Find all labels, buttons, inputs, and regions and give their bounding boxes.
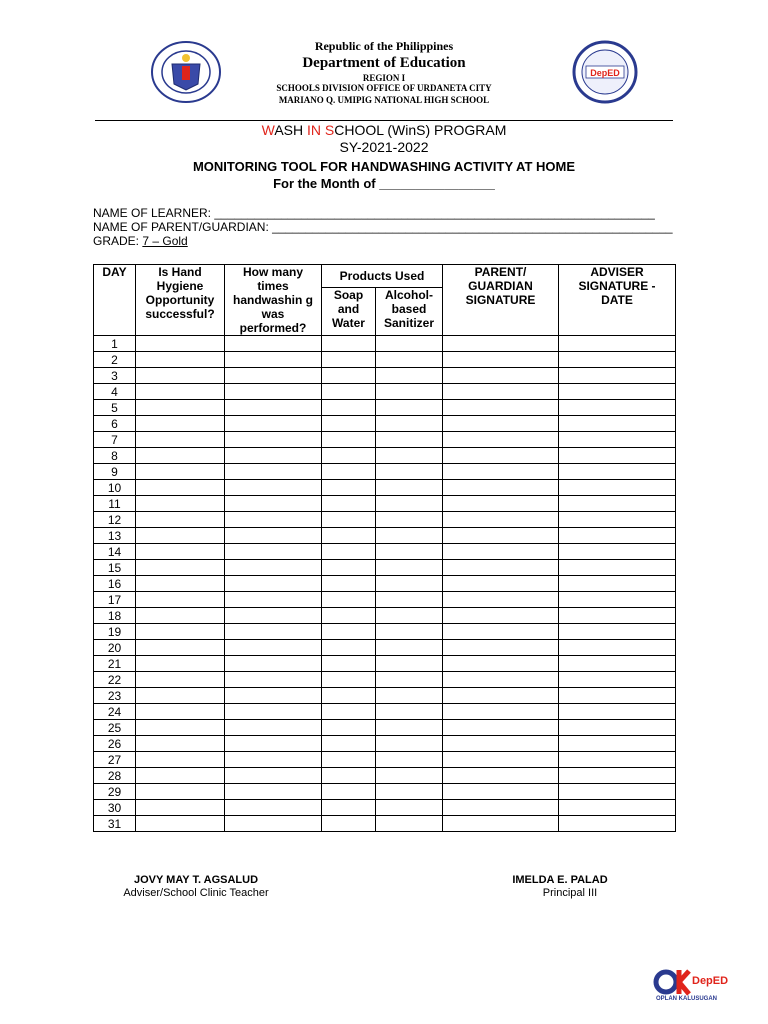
day-row (94, 688, 676, 704)
header-divider (95, 120, 673, 121)
soap-cell[interactable] (322, 496, 376, 512)
adviser-signature-cell[interactable] (559, 432, 676, 448)
times-cell[interactable] (225, 544, 322, 560)
monitoring-tool-title: MONITORING TOOL FOR HANDWASHING ACTIVITY AT HOME (192, 159, 576, 174)
republic-line: Republic of the Philippines (314, 39, 454, 53)
times-cell[interactable] (225, 592, 322, 608)
hygiene-cell[interactable] (136, 384, 225, 400)
day-number: 17 (94, 592, 136, 608)
day-row (94, 432, 676, 448)
soap-cell[interactable] (322, 576, 376, 592)
parent-signature-cell[interactable] (443, 464, 559, 480)
day-number: 13 (94, 528, 136, 544)
day-row (94, 464, 676, 480)
hygiene-cell[interactable] (136, 496, 225, 512)
school-seal-right-icon (572, 40, 638, 104)
times-cell[interactable] (225, 608, 322, 624)
soap-cell[interactable] (322, 672, 376, 688)
day-number: 7 (94, 432, 136, 448)
day-row (94, 656, 676, 672)
soap-cell[interactable] (322, 736, 376, 752)
times-cell[interactable] (225, 512, 322, 528)
day-row (94, 352, 676, 368)
soap-cell[interactable] (322, 528, 376, 544)
adviser-signature-cell[interactable] (559, 352, 676, 368)
times-cell[interactable] (225, 480, 322, 496)
times-cell[interactable] (225, 784, 322, 800)
day-number: 24 (94, 704, 136, 720)
adviser-signature-cell[interactable] (559, 608, 676, 624)
parent-signature-cell[interactable] (443, 544, 559, 560)
adviser-signature-cell[interactable] (559, 448, 676, 464)
times-cell[interactable] (225, 672, 322, 688)
times-cell[interactable] (225, 576, 322, 592)
guardian-field[interactable] (93, 220, 675, 234)
learner-field[interactable] (93, 206, 675, 220)
adviser-signature-cell[interactable] (559, 640, 676, 656)
adviser-signature-cell[interactable] (559, 768, 676, 784)
program-title-ash: ASH (274, 122, 307, 138)
header-soap: Soap and Water (322, 287, 376, 335)
adviser-signature-cell[interactable] (559, 592, 676, 608)
alcohol-cell[interactable] (376, 448, 443, 464)
adviser-signature-cell[interactable] (559, 704, 676, 720)
times-cell[interactable] (225, 560, 322, 576)
hygiene-cell[interactable] (136, 464, 225, 480)
adviser-signature-cell[interactable] (559, 528, 676, 544)
hygiene-cell[interactable] (136, 480, 225, 496)
day-number: 9 (94, 464, 136, 480)
adviser-role: Adviser/School Clinic Teacher (123, 887, 269, 899)
day-number: 6 (94, 416, 136, 432)
day-row (94, 512, 676, 528)
adviser-signature-cell[interactable] (559, 672, 676, 688)
day-number: 27 (94, 752, 136, 768)
principal-role: Principal III (542, 887, 598, 899)
day-row (94, 416, 676, 432)
alcohol-cell[interactable] (376, 720, 443, 736)
alcohol-cell[interactable] (376, 560, 443, 576)
times-cell[interactable] (225, 400, 322, 416)
department-title: Department of Education (302, 55, 466, 71)
hygiene-cell[interactable] (136, 368, 225, 384)
day-row (94, 784, 676, 800)
day-row (94, 752, 676, 768)
alcohol-cell[interactable] (376, 624, 443, 640)
adviser-signature-cell[interactable] (559, 384, 676, 400)
soap-cell[interactable] (322, 640, 376, 656)
soap-cell[interactable] (322, 656, 376, 672)
times-cell[interactable] (225, 640, 322, 656)
parent-signature-cell[interactable] (443, 816, 559, 832)
soap-cell[interactable] (322, 368, 376, 384)
division-line: SCHOOLS DIVISION OFFICE OF URDANETA CITY (276, 83, 492, 93)
alcohol-cell[interactable] (376, 416, 443, 432)
day-row (94, 592, 676, 608)
soap-cell[interactable] (322, 448, 376, 464)
alcohol-cell[interactable] (376, 752, 443, 768)
parent-signature-cell[interactable] (443, 416, 559, 432)
times-cell[interactable] (225, 624, 322, 640)
soap-cell[interactable] (322, 544, 376, 560)
times-cell[interactable] (225, 704, 322, 720)
adviser-signature-cell[interactable] (559, 416, 676, 432)
header-products: Products Used (322, 265, 443, 288)
parent-signature-cell[interactable] (443, 528, 559, 544)
alcohol-cell[interactable] (376, 400, 443, 416)
soap-cell[interactable] (322, 816, 376, 832)
alcohol-cell[interactable] (376, 704, 443, 720)
day-number: 23 (94, 688, 136, 704)
day-row (94, 800, 676, 816)
principal-name: IMELDA E. PALAD (512, 874, 608, 886)
hygiene-cell[interactable] (136, 720, 225, 736)
guardian-value[interactable]: ____________________________________________________________ (272, 220, 673, 234)
hygiene-cell[interactable] (136, 704, 225, 720)
soap-cell[interactable] (322, 688, 376, 704)
program-title (134, 122, 634, 138)
day-number: 20 (94, 640, 136, 656)
day-number: 5 (94, 400, 136, 416)
alcohol-cell[interactable] (376, 528, 443, 544)
soap-cell[interactable] (322, 432, 376, 448)
hygiene-cell[interactable] (136, 800, 225, 816)
parent-signature-cell[interactable] (443, 608, 559, 624)
hygiene-cell[interactable] (136, 592, 225, 608)
parent-signature-cell[interactable] (443, 624, 559, 640)
day-number: 8 (94, 448, 136, 464)
parent-signature-cell[interactable] (443, 656, 559, 672)
parent-signature-cell[interactable] (443, 560, 559, 576)
hygiene-cell[interactable] (136, 816, 225, 832)
times-cell[interactable] (225, 528, 322, 544)
day-number: 14 (94, 544, 136, 560)
day-row (94, 528, 676, 544)
oplan-kalusugan-logo (652, 962, 742, 1002)
soap-cell[interactable] (322, 336, 376, 352)
day-number: 11 (94, 496, 136, 512)
grade-label: GRADE: (93, 234, 140, 248)
day-row (94, 576, 676, 592)
header-day: DAY (94, 265, 136, 336)
hygiene-cell[interactable] (136, 688, 225, 704)
learner-value[interactable]: __________________________________________________________________ (214, 206, 655, 220)
day-number: 25 (94, 720, 136, 736)
school-seal-right (572, 40, 638, 104)
hygiene-cell[interactable] (136, 416, 225, 432)
day-number: 18 (94, 608, 136, 624)
parent-signature-cell[interactable] (443, 400, 559, 416)
parent-signature-cell[interactable] (443, 384, 559, 400)
alcohol-cell[interactable] (376, 544, 443, 560)
adviser-signature-cell[interactable] (559, 544, 676, 560)
alcohol-cell[interactable] (376, 608, 443, 624)
day-row (94, 384, 676, 400)
hygiene-cell[interactable] (136, 432, 225, 448)
hygiene-cell[interactable] (136, 400, 225, 416)
program-title-s: S (324, 122, 335, 138)
day-number: 26 (94, 736, 136, 752)
header-alcohol: Alcohol-based Sanitizer (376, 287, 443, 335)
header-parent: PARENT/ GUARDIAN SIGNATURE (443, 265, 559, 336)
deped-seal-left-icon (150, 40, 222, 104)
day-row (94, 608, 676, 624)
soap-cell[interactable] (322, 352, 376, 368)
adviser-signature-cell[interactable] (559, 656, 676, 672)
adviser-signature-cell[interactable] (559, 336, 676, 352)
day-number: 1 (94, 336, 136, 352)
hygiene-cell[interactable] (136, 752, 225, 768)
day-row (94, 768, 676, 784)
soap-cell[interactable] (322, 720, 376, 736)
hygiene-cell[interactable] (136, 784, 225, 800)
times-cell[interactable] (225, 384, 322, 400)
times-cell[interactable] (225, 736, 322, 752)
region-line: REGION I (362, 73, 406, 83)
alcohol-cell[interactable] (376, 464, 443, 480)
soap-cell[interactable] (322, 400, 376, 416)
hygiene-cell[interactable] (136, 768, 225, 784)
day-number: 2 (94, 352, 136, 368)
alcohol-cell[interactable] (376, 480, 443, 496)
header-times: How many times handwashin g was performed? (225, 265, 322, 336)
day-row (94, 448, 676, 464)
oplan-kalusugan-icon (652, 962, 742, 1002)
day-row (94, 400, 676, 416)
soap-cell[interactable] (322, 560, 376, 576)
parent-signature-cell[interactable] (443, 352, 559, 368)
times-cell[interactable] (225, 816, 322, 832)
adviser-signature-cell[interactable] (559, 480, 676, 496)
times-cell[interactable] (225, 432, 322, 448)
parent-signature-cell[interactable] (443, 672, 559, 688)
adviser-signature-cell[interactable] (559, 464, 676, 480)
grade-field (93, 234, 493, 248)
month-line: For the Month of ________________ (273, 176, 495, 191)
soap-cell[interactable] (322, 384, 376, 400)
parent-signature-cell[interactable] (443, 592, 559, 608)
day-row (94, 544, 676, 560)
soap-cell[interactable] (322, 624, 376, 640)
adviser-signature-cell[interactable] (559, 624, 676, 640)
times-cell[interactable] (225, 720, 322, 736)
adviser-signature-cell[interactable] (559, 576, 676, 592)
hygiene-cell[interactable] (136, 512, 225, 528)
day-number: 29 (94, 784, 136, 800)
header-adviser: ADVISER SIGNATURE - DATE (559, 265, 676, 336)
school-year: SY-2021-2022 (339, 139, 429, 155)
day-row (94, 640, 676, 656)
times-cell[interactable] (225, 368, 322, 384)
adviser-signature-cell[interactable] (559, 816, 676, 832)
times-cell[interactable] (225, 768, 322, 784)
school-seal-text: DepED (590, 68, 620, 78)
day-row (94, 736, 676, 752)
day-row (94, 560, 676, 576)
times-cell[interactable] (225, 800, 322, 816)
alcohol-cell[interactable] (376, 640, 443, 656)
parent-signature-cell[interactable] (443, 704, 559, 720)
hygiene-cell[interactable] (136, 624, 225, 640)
parent-signature-cell[interactable] (443, 768, 559, 784)
learner-label: NAME OF LEARNER: (93, 206, 212, 220)
soap-cell[interactable] (322, 704, 376, 720)
parent-signature-cell[interactable] (443, 512, 559, 528)
hygiene-cell[interactable] (136, 560, 225, 576)
adviser-name: JOVY MAY T. AGSALUD (133, 874, 259, 886)
hygiene-cell[interactable] (136, 640, 225, 656)
times-cell[interactable] (225, 416, 322, 432)
parent-signature-cell[interactable] (443, 640, 559, 656)
day-number: 21 (94, 656, 136, 672)
day-number: 15 (94, 560, 136, 576)
parent-signature-cell[interactable] (443, 336, 559, 352)
parent-signature-cell[interactable] (443, 720, 559, 736)
parent-signature-cell[interactable] (443, 576, 559, 592)
soap-cell[interactable] (322, 464, 376, 480)
alcohol-cell[interactable] (376, 352, 443, 368)
footer-tagline: OPLAN KALUSUGAN (656, 996, 717, 1002)
alcohol-cell[interactable] (376, 768, 443, 784)
parent-signature-cell[interactable] (443, 784, 559, 800)
program-title-rest: CHOOL (WinS) PROGRAM (334, 122, 507, 138)
adviser-signature-cell[interactable] (559, 736, 676, 752)
alcohol-cell[interactable] (376, 496, 443, 512)
alcohol-cell[interactable] (376, 368, 443, 384)
alcohol-cell[interactable] (376, 800, 443, 816)
adviser-signature-cell[interactable] (559, 752, 676, 768)
soap-cell[interactable] (322, 768, 376, 784)
adviser-signature-cell[interactable] (559, 688, 676, 704)
alcohol-cell[interactable] (376, 656, 443, 672)
day-row (94, 336, 676, 352)
parent-signature-cell[interactable] (443, 688, 559, 704)
alcohol-cell[interactable] (376, 432, 443, 448)
footer-deped-text: DepED (692, 975, 729, 987)
alcohol-cell[interactable] (376, 736, 443, 752)
day-row (94, 480, 676, 496)
header-hygiene: Is Hand Hygiene Opportunity successful? (136, 265, 225, 336)
alcohol-cell[interactable] (376, 576, 443, 592)
times-cell[interactable] (225, 688, 322, 704)
day-number: 4 (94, 384, 136, 400)
day-number: 19 (94, 624, 136, 640)
adviser-signature-cell[interactable] (559, 400, 676, 416)
times-cell[interactable] (225, 464, 322, 480)
alcohol-cell[interactable] (376, 784, 443, 800)
day-number: 12 (94, 512, 136, 528)
parent-signature-cell[interactable] (443, 496, 559, 512)
adviser-signature-cell[interactable] (559, 720, 676, 736)
alcohol-cell[interactable] (376, 336, 443, 352)
times-cell[interactable] (225, 656, 322, 672)
alcohol-cell[interactable] (376, 592, 443, 608)
parent-signature-cell[interactable] (443, 448, 559, 464)
alcohol-cell[interactable] (376, 672, 443, 688)
hygiene-cell[interactable] (136, 336, 225, 352)
hygiene-cell[interactable] (136, 352, 225, 368)
parent-signature-cell[interactable] (443, 752, 559, 768)
day-row (94, 496, 676, 512)
grade-value: 7 – Gold (142, 234, 188, 248)
day-number: 16 (94, 576, 136, 592)
times-cell[interactable] (225, 352, 322, 368)
day-row (94, 624, 676, 640)
soap-cell[interactable] (322, 512, 376, 528)
day-row (94, 368, 676, 384)
alcohol-cell[interactable] (376, 384, 443, 400)
day-rows (94, 336, 676, 832)
parent-signature-cell[interactable] (443, 480, 559, 496)
day-row (94, 704, 676, 720)
adviser-signature-cell[interactable] (559, 368, 676, 384)
hygiene-cell[interactable] (136, 608, 225, 624)
times-cell[interactable] (225, 752, 322, 768)
program-title-w: W (261, 122, 275, 138)
alcohol-cell[interactable] (376, 816, 443, 832)
parent-signature-cell[interactable] (443, 800, 559, 816)
adviser-signature-cell[interactable] (559, 512, 676, 528)
alcohol-cell[interactable] (376, 688, 443, 704)
program-title-in: IN (307, 122, 321, 138)
day-row (94, 720, 676, 736)
parent-signature-cell[interactable] (443, 368, 559, 384)
soap-cell[interactable] (322, 416, 376, 432)
soap-cell[interactable] (322, 784, 376, 800)
parent-signature-cell[interactable] (443, 432, 559, 448)
soap-cell[interactable] (322, 592, 376, 608)
times-cell[interactable] (225, 496, 322, 512)
hygiene-cell[interactable] (136, 736, 225, 752)
monitoring-table (93, 264, 676, 832)
guardian-label: NAME OF PARENT/GUARDIAN: (93, 220, 269, 234)
hygiene-cell[interactable] (136, 672, 225, 688)
day-number: 22 (94, 672, 136, 688)
hygiene-cell[interactable] (136, 448, 225, 464)
hygiene-cell[interactable] (136, 656, 225, 672)
day-row (94, 672, 676, 688)
adviser-signature-cell[interactable] (559, 496, 676, 512)
day-number: 30 (94, 800, 136, 816)
soap-cell[interactable] (322, 480, 376, 496)
adviser-signature-cell[interactable] (559, 560, 676, 576)
times-cell[interactable] (225, 448, 322, 464)
hygiene-cell[interactable] (136, 576, 225, 592)
hygiene-cell[interactable] (136, 528, 225, 544)
school-line: MARIANO Q. UMIPIG NATIONAL HIGH SCHOOL (278, 95, 490, 105)
day-number: 10 (94, 480, 136, 496)
day-number: 3 (94, 368, 136, 384)
soap-cell[interactable] (322, 800, 376, 816)
times-cell[interactable] (225, 336, 322, 352)
soap-cell[interactable] (322, 608, 376, 624)
soap-cell[interactable] (322, 752, 376, 768)
day-number: 31 (94, 816, 136, 832)
adviser-signature-cell[interactable] (559, 800, 676, 816)
alcohol-cell[interactable] (376, 512, 443, 528)
parent-signature-cell[interactable] (443, 736, 559, 752)
day-number: 28 (94, 768, 136, 784)
deped-seal-left (150, 40, 222, 104)
hygiene-cell[interactable] (136, 544, 225, 560)
adviser-signature-cell[interactable] (559, 784, 676, 800)
day-row (94, 816, 676, 832)
